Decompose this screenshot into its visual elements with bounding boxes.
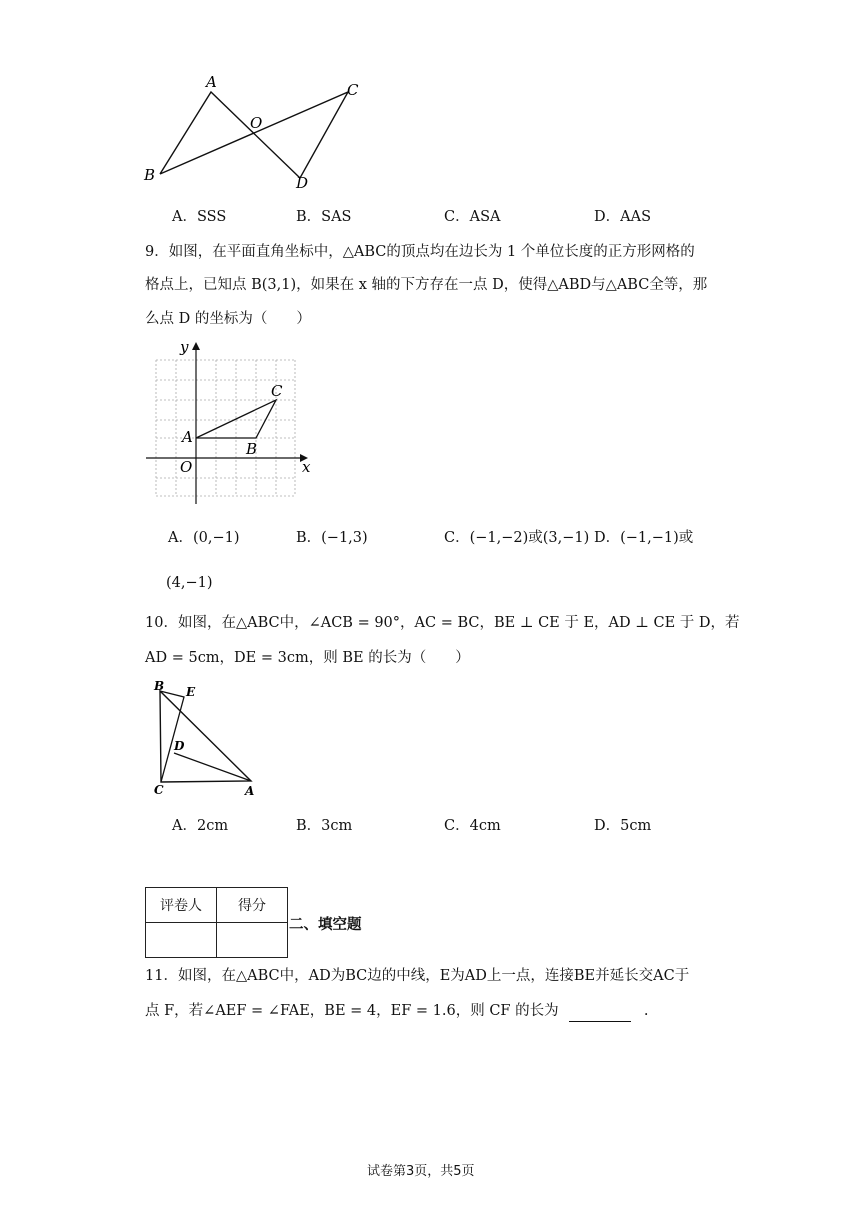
q10-option-d: D．5cm bbox=[594, 818, 652, 834]
grade-table bbox=[145, 887, 288, 958]
q10-figure bbox=[150, 678, 265, 800]
q10-option-c: C．4cm bbox=[444, 818, 501, 834]
grade-table-score-header: 得分 bbox=[217, 888, 288, 923]
q11-stem-line2 bbox=[145, 1001, 648, 1022]
q8-option-d: D．AAS bbox=[594, 209, 652, 225]
q8-figure-lines bbox=[160, 92, 348, 178]
page-footer: 试卷第3页，共5页 bbox=[367, 1164, 475, 1179]
q11-stem-line1: 11．如图，在△ABC中，AD为BC边的中线，E为AD上一点，连接BE并延长交AC于 bbox=[145, 968, 690, 984]
q9-stem-line1: 9．如图，在平面直角坐标中，△ABC的顶点均在边长为 1 个单位长度的正方形网格的 bbox=[145, 244, 695, 260]
q10-label-a: A bbox=[245, 784, 255, 798]
q10-line-ad bbox=[174, 753, 251, 781]
q9-label-a: A bbox=[182, 428, 193, 446]
q9-option-a: A．(0,−1) bbox=[168, 530, 240, 546]
q10-option-b: B．3cm bbox=[296, 818, 353, 834]
q8-option-a: A．SSS bbox=[172, 209, 227, 225]
q9-label-x: x bbox=[302, 458, 311, 476]
q10-stem-line1: 10．如图，在△ABC中，∠ACB = 90°，AC = BC，BE ⊥ CE 于 E，AD ⊥ CE 于 D，若 bbox=[145, 615, 740, 631]
q9-label-o: O bbox=[180, 458, 193, 476]
q9-option-d-continued: (4,−1) bbox=[166, 575, 213, 591]
q9-option-c: C．(−1,−2)或(3,−1) bbox=[444, 530, 590, 546]
q8-figure bbox=[140, 70, 380, 195]
q10-label-e: E bbox=[186, 685, 196, 699]
q11-stem-line2-text: 点 F，若∠AEF = ∠FAE，BE = 4，EF = 1.6，则 CF 的长为 bbox=[145, 1003, 559, 1019]
grade-table-reviewer-header: 评卷人 bbox=[146, 888, 217, 923]
q8-label-c: C bbox=[347, 81, 359, 99]
grade-table-score-cell bbox=[217, 923, 288, 958]
q10-option-a: A．2cm bbox=[172, 818, 229, 834]
q9-grid bbox=[156, 360, 295, 496]
section-title: 二、填空题 bbox=[289, 917, 362, 933]
q8-label-d: D bbox=[296, 174, 309, 192]
q9-label-y: y bbox=[180, 338, 189, 356]
q8-label-a: A bbox=[206, 73, 217, 91]
q10-label-c: C bbox=[154, 783, 164, 797]
q8-option-b: B．SAS bbox=[296, 209, 352, 225]
q9-figure bbox=[140, 338, 330, 506]
q9-y-arrow bbox=[192, 342, 200, 350]
q9-option-b: B．(−1,3) bbox=[296, 530, 368, 546]
q10-line-ce bbox=[160, 691, 184, 782]
q10-label-d: D bbox=[174, 739, 185, 753]
q9-label-b: B bbox=[246, 440, 258, 458]
q11-answer-blank[interactable] bbox=[569, 1001, 631, 1022]
q9-option-d: D．(−1,−1)或 bbox=[594, 530, 694, 546]
grade-table-reviewer-cell bbox=[146, 923, 217, 958]
q11-stem-line2-end: . bbox=[643, 1003, 649, 1019]
q9-stem-line2: 格点上，已知点 B(3,1)，如果在 x 轴的下方存在一点 D，使得△ABD与△ABC全等，那 bbox=[145, 277, 708, 293]
q8-option-c: C．ASA bbox=[444, 209, 501, 225]
q10-label-b: B bbox=[154, 679, 165, 693]
q8-label-b: B bbox=[144, 166, 156, 184]
q9-label-c: C bbox=[271, 382, 283, 400]
q10-stem-line2: AD = 5cm，DE = 3cm，则 BE 的长为（ ） bbox=[145, 650, 470, 666]
q8-label-o: O bbox=[250, 114, 263, 132]
q9-stem-line3: 么点 D 的坐标为（ ） bbox=[145, 311, 311, 327]
